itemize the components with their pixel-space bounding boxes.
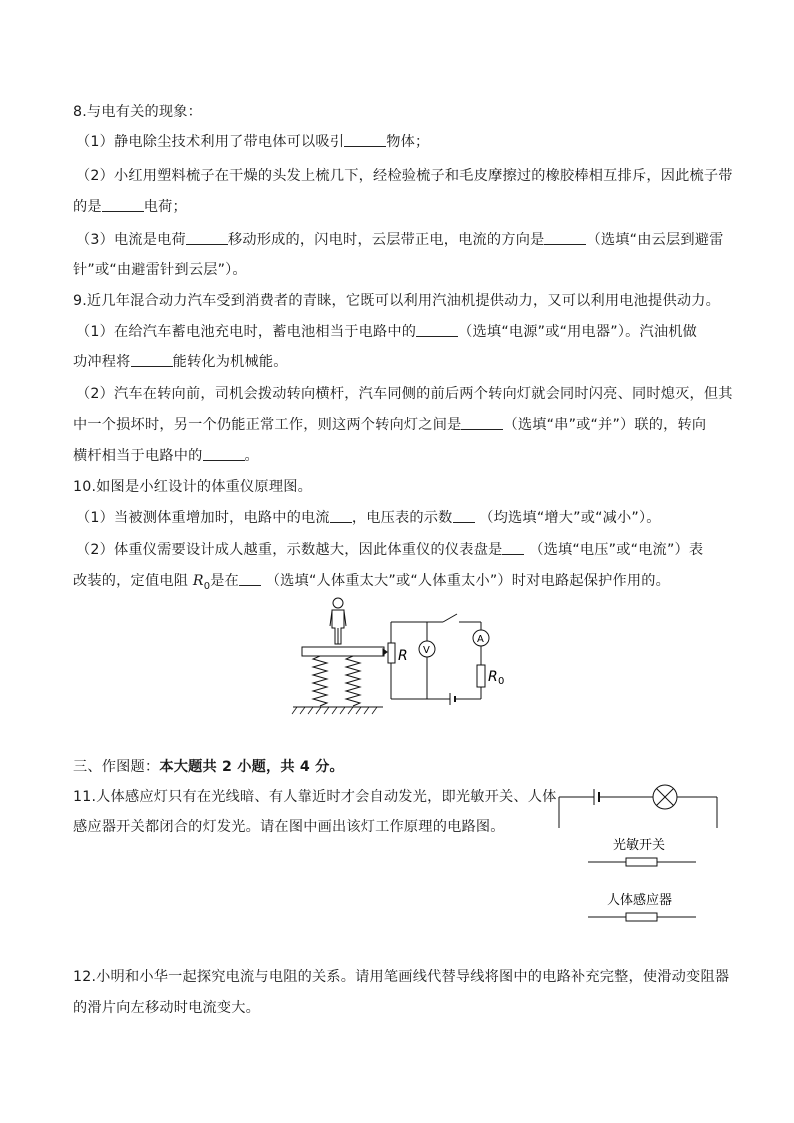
spring-right (346, 656, 360, 706)
q9-part2-line2 (73, 415, 706, 435)
q10-part2-text-b: （选填“电压”或“电流”）表 (529, 542, 704, 558)
answer-blank (330, 508, 352, 523)
resistor-r0 (477, 665, 485, 687)
q8-part1-text-a: （1）静电除尘技术利用了带电体可以吸引 (76, 134, 345, 150)
q8-part1 (76, 132, 429, 152)
q10-part2-line1 (76, 540, 703, 560)
answer-blank (239, 571, 261, 586)
q11-line1: 11.人体感应灯只有在光线暗、有人靠近时才会自动发光，即光敏开关、人体 (73, 789, 557, 805)
q10-part3-text-a: 改装的，定值电阻 (73, 573, 189, 589)
q8-part3-text-c: （选填“由云层到避雷 (586, 232, 724, 248)
q10-part2-text-a: （2）体重仪需要设计成人越重，示数越大，因此体重仪的仪表盘是 (76, 542, 503, 558)
q9-part1-text-a: （1）在给汽车蓄电池充电时，蓄电池相当于电路中的 (76, 324, 417, 340)
label-v: V (423, 645, 430, 656)
q10-part3-text-c: （选填“人体重太大”或“人体重太小”）时对电路起保护作用的。 (265, 573, 671, 589)
answer-blank (203, 446, 245, 461)
answer-blank (344, 132, 386, 147)
q9-part1-text-d: 能转化为机械能。 (172, 354, 288, 370)
q12-line2: 的滑片向左移动时电流变大。 (73, 1000, 261, 1016)
label-body-sensor: 人体感应器 (607, 893, 673, 908)
label-r0: R (488, 669, 498, 685)
q10-part1 (76, 508, 661, 528)
spring-left (313, 656, 327, 706)
person-figure (330, 598, 346, 644)
answer-blank (186, 230, 228, 245)
switch (443, 614, 457, 622)
q10-part1-text-c: （均选填“增大”或“减小”）。 (479, 510, 661, 526)
section3-heading-b: 本大题共 2 小题，共 4 分。 (159, 759, 344, 775)
sensor-light-circuit-diagram (550, 780, 730, 930)
q8-part1-text-b: 物体； (386, 134, 430, 150)
section3-heading-a: 三、作图题： (73, 759, 160, 775)
label-r: R (398, 648, 408, 664)
photo-switch-box (626, 858, 657, 866)
r0-symbol: R (192, 573, 204, 589)
q9-part2-text-e: 。 (244, 448, 259, 464)
q9-title: 9.近几年混合动力汽车受到消费者的青睐，它既可以利用汽油机提供动力，又可以利用电池提供动力。 (73, 293, 720, 309)
answer-blank (502, 540, 524, 555)
q10-title: 10.如图是小红设计的体重仪原理图。 (73, 479, 312, 495)
q9-part2-line3 (73, 446, 259, 466)
answer-blank (461, 415, 503, 430)
answer-blank (453, 508, 475, 523)
q10-part1-text-b: ，电压表的示数 (351, 510, 453, 526)
q8-part2-text-c: 电荷； (143, 199, 187, 215)
answer-blank (544, 230, 586, 245)
slider-arrow (383, 649, 387, 655)
q8-part3-text-b: 移动形成的，闪电时，云层带正电，电流的方向是 (227, 232, 545, 248)
q12-line1: 12.小明和小华一起探究电流与电阻的关系。请用笔画线代替导线将图中的电路补充完整，使滑动变阻器 (73, 969, 730, 985)
scale-platform (302, 647, 384, 656)
q8-part3-line2: 针”或“由避雷针到云层”）。 (73, 262, 247, 278)
label-r0-sub: 0 (498, 676, 505, 687)
q8-part3-line1 (76, 230, 724, 250)
answer-blank (416, 322, 458, 337)
q9-part2-line1: （2）汽车在转向前，司机会拨动转向横杆，汽车同侧的前后两个转向灯就会同时闪亮、同时熄灭，但其 (76, 386, 733, 402)
ground-hatching (292, 707, 377, 714)
q8-part2-line2 (73, 197, 187, 217)
q8-part2-line1: （2）小红用塑料梳子在干燥的头发上梳几下，经检验梳子和毛皮摩擦过的橡胶棒相互排斥，因此梳子带 (76, 168, 733, 184)
rheostat-r (388, 643, 395, 663)
q10-part3-text-b: 是在 (210, 573, 240, 589)
q9-part2-text-d: 横杆相当于电路中的 (73, 448, 203, 464)
q8-part2-text-b: 的是 (73, 199, 102, 215)
q9-part2-text-c: （选填“串”或“并”）联的，转向 (503, 417, 707, 433)
weight-scale-circuit-diagram (285, 592, 515, 722)
q8-title: 8.与电有关的现象： (73, 104, 203, 120)
q9-part1-line2 (73, 352, 288, 372)
body-sensor-box (626, 913, 657, 921)
q9-part1-text-b: （选填“电源”或“用电器”）。汽油机做 (458, 324, 698, 340)
q8-part3-text-a: （3）电流是电荷 (76, 232, 186, 248)
q9-part1-line1 (76, 322, 697, 342)
r0-subscript: 0 (203, 580, 211, 592)
q9-part2-text-b: 中一个损坏时，另一个仍能正常工作，则这两个转向灯之间是 (73, 417, 462, 433)
q11-line2: 感应器开关都闭合的灯发光。请在图中画出该灯工作原理的电路图。 (73, 819, 505, 835)
label-a: A (477, 634, 484, 645)
answer-blank (131, 352, 173, 367)
q10-part1-text-a: （1）当被测体重增加时，电路中的电流 (76, 510, 330, 526)
answer-blank (102, 197, 144, 212)
q9-part1-text-c: 功冲程将 (73, 354, 131, 370)
section3-heading (73, 757, 344, 777)
label-photo-switch: 光敏开关 (613, 838, 666, 853)
